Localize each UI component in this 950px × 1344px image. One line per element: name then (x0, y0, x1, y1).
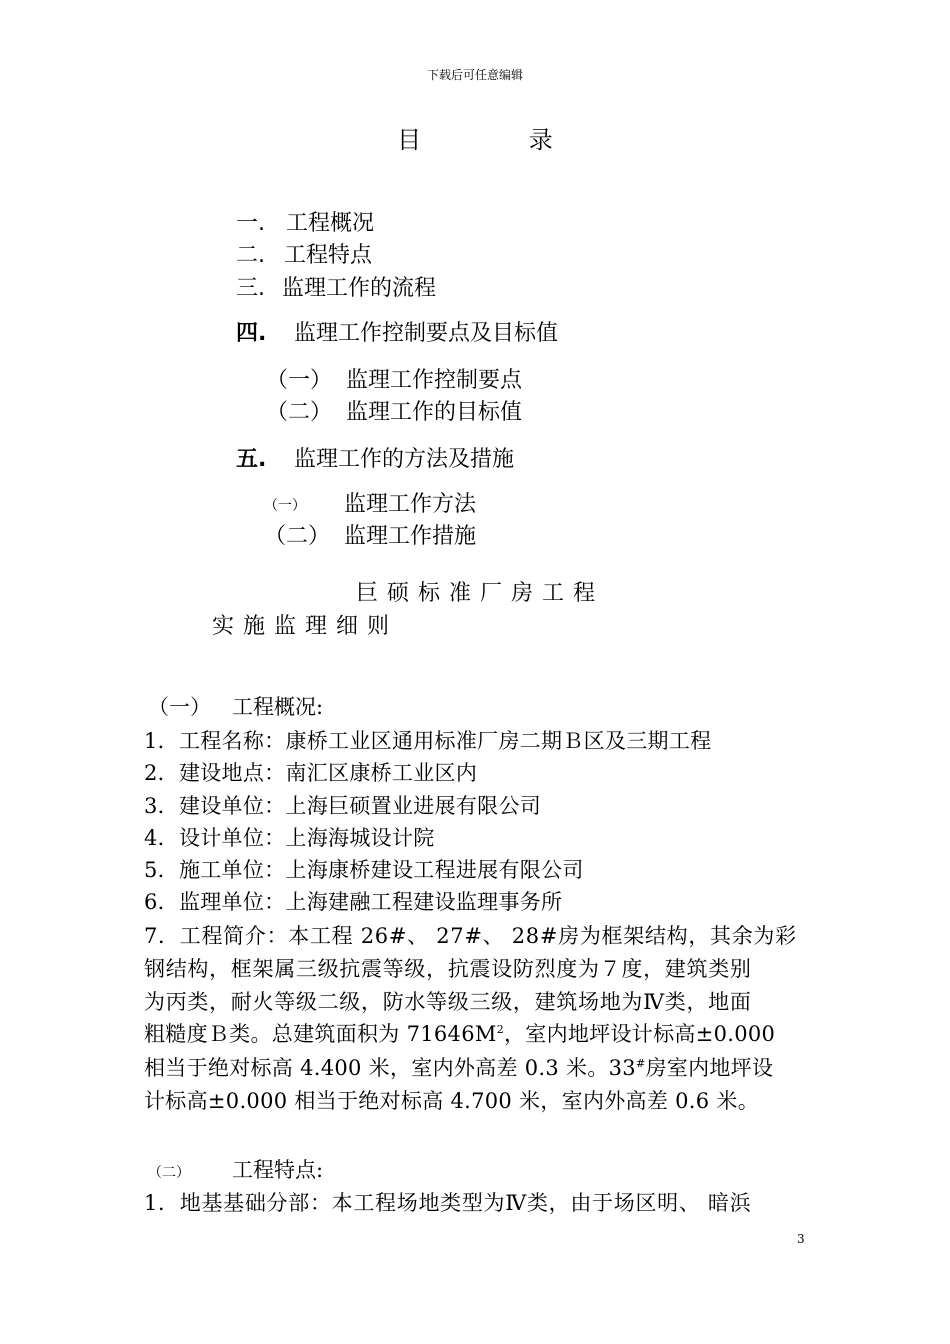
body-line: 7．工程简介：本工程 26#、 27#、 28#房为框架结构，其余为彩 (144, 924, 797, 948)
toc-item-number: 二. (236, 243, 265, 268)
toc-item-label: 工程特点 (284, 243, 373, 268)
toc-item-label: 监理工作的目标值 (346, 400, 523, 425)
body-line: 为丙类，耐火等级二级，防水等级三级，建筑场地为Ⅳ类，地面 (144, 990, 752, 1014)
superscript: # (635, 1057, 646, 1070)
section-number: （一） (148, 695, 211, 719)
toc-item-number: （一） (266, 368, 333, 393)
toc-item-3 (236, 271, 436, 302)
superscript: 2 (496, 1023, 504, 1036)
toc-item-label: 监理工作控制要点 (346, 368, 523, 393)
body-text: ，室内地坪设计标高±0.000 (504, 1022, 776, 1046)
toc-item-number: （二） (266, 400, 333, 425)
toc-item-number: （一） (264, 498, 306, 514)
page-number: 3 (797, 1232, 805, 1246)
toc-item-label: 监理工作措施 (344, 524, 477, 549)
toc-item-number: （二） (264, 524, 331, 549)
section-2-heading (148, 1154, 323, 1184)
toc-item-number: 三. (236, 276, 265, 301)
body-text: 房室内地坪设 (645, 1056, 774, 1080)
toc-item-5 (236, 442, 514, 473)
toc-item-2 (236, 238, 372, 269)
toc-item-number: 一. (236, 211, 265, 236)
toc-subitem-5-1 (264, 487, 476, 518)
body-line: 1．工程名称：康桥工业区通用标准厂房二期Ｂ区及三期工程 (144, 729, 712, 753)
body-line: 4．设计单位：上海海城设计院 (144, 826, 435, 850)
body-line: 2．建设地点：南汇区康桥工业区内 (144, 761, 478, 785)
toc-item-label: 监理工作的方法及措施 (294, 447, 515, 472)
toc-item-label: 监理工作控制要点及目标值 (294, 321, 559, 346)
toc-title: 目 录 (397, 126, 603, 154)
body-line: 计标高±0.000 相当于绝对标高 4.700 米，室内外高差 0.6 米。 (144, 1089, 760, 1113)
toc-item-label: 工程概况 (286, 211, 375, 236)
body-line (144, 1018, 775, 1048)
section-title: 工程概况: (232, 695, 324, 719)
body-line: 钢结构，框架属三级抗震等级，抗震设防烈度为７度，建筑类别 (144, 957, 752, 981)
toc-subitem-4-1 (266, 363, 522, 394)
toc-subitem-5-2 (264, 519, 476, 550)
toc-item-1 (236, 206, 374, 237)
body-line (144, 1052, 773, 1082)
header-note: 下载后可任意编辑 (426, 68, 523, 82)
toc-subitem-4-2 (266, 395, 522, 426)
toc-item-label: 监理工作的流程 (282, 276, 437, 301)
body-text: 相当于绝对标高 4.400 米，室内外高差 0.3 米。33 (144, 1056, 636, 1080)
body-line: 6．监理单位：上海建融工程建设监理事务所 (144, 890, 563, 914)
body-text: 粗糙度Ｂ类。总建筑面积为 71646M (144, 1022, 497, 1046)
toc-item-4 (236, 316, 558, 347)
section-1-heading (148, 691, 323, 721)
toc-item-number: 五. (236, 447, 267, 472)
section-title: 工程特点: (232, 1158, 324, 1182)
body-line: 5．施工单位：上海康桥建设工程进展有限公司 (144, 858, 584, 882)
body-line: 1．地基基础分部：本工程场地类型为Ⅳ类，由于场区明、 暗浜 (144, 1191, 752, 1215)
body-line: 3．建设单位：上海巨硕置业进展有限公司 (144, 794, 542, 818)
toc-item-label: 监理工作方法 (344, 492, 477, 517)
doc-title-line-1: 巨硕标准厂房工程 (356, 581, 605, 606)
toc-item-number: 四. (236, 321, 267, 346)
section-number: （二） (148, 1165, 190, 1181)
doc-title-line-2: 实施监理细则 (212, 614, 399, 639)
